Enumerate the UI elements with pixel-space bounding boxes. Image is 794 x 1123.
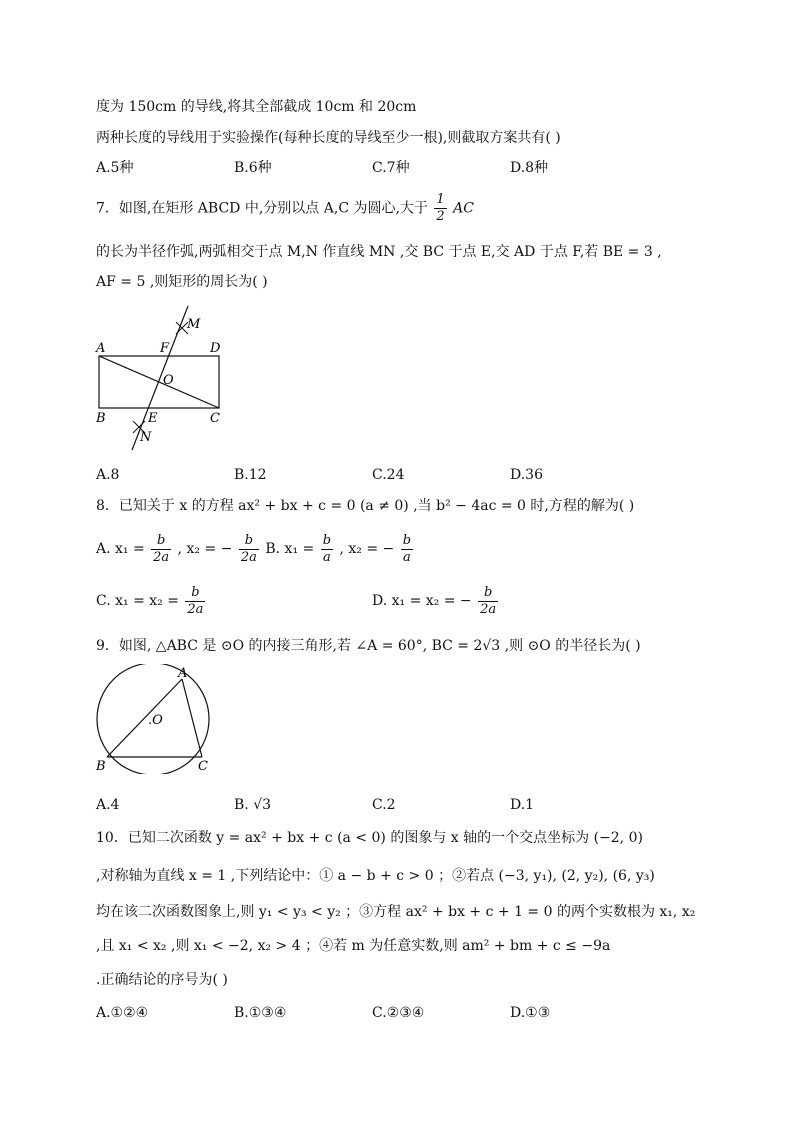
label-o: .O: [148, 713, 163, 728]
fraction-b-over-2a: [478, 585, 498, 618]
numerator-b: b: [402, 532, 412, 548]
q7-stem-line3: AF = 5 ,则矩形的周长为( ): [96, 274, 268, 290]
q8-option-b-mid: , x₂ = −: [339, 541, 395, 557]
fraction-b-over-a: [321, 533, 333, 566]
side-ac: [182, 679, 202, 757]
q9-option-c: C.2: [372, 797, 396, 813]
q10-option-a: A.①②④: [96, 1005, 149, 1021]
label-c: C: [198, 759, 208, 774]
side-ab: [107, 679, 182, 757]
fraction-one-half: [434, 192, 446, 225]
q6-stem-line1: 度为 150cm 的导线,将其全部截成 10cm 和 20cm: [96, 99, 417, 115]
label-o: O: [163, 373, 174, 388]
q10-stem-line1: 10．已知二次函数 y = ax² + bx + c (a < 0) 的图象与 x 轴的一个交点坐标为 (−2, 0): [96, 830, 643, 846]
fraction-b-over-2a: [239, 533, 259, 566]
denominator-a: a: [322, 549, 331, 565]
q8-option-d: [372, 584, 500, 618]
label-m: M: [187, 317, 201, 332]
denominator-2a: 2a: [187, 601, 204, 617]
q7-rectangle-figure: [90, 300, 240, 460]
q7-stem-line1: [96, 192, 474, 225]
label-a: A: [178, 666, 188, 681]
q10-option-c: C.②③④: [372, 1005, 425, 1021]
q10-option-b: B.①③④: [234, 1005, 287, 1021]
q7-option-d: D.36: [510, 467, 543, 483]
q9-stem: 9．如图, △ABC 是 ⊙O 的内接三角形,若 ∠A = 60°, BC = 2√3 ,则 ⊙O 的半径长为( ): [96, 638, 641, 654]
q10-stem-line2: ,对称轴为直线 x = 1 ,下列结论中：① a − b + c > 0 ；②若点 (−3, y₁), (2, y₂), (6, y₃): [96, 868, 655, 884]
q7-stem-part1: 7．如图,在矩形 ABCD 中,分别以点 A,C 为圆心,大于: [96, 200, 428, 217]
label-b: B: [96, 759, 106, 774]
label-d: D: [210, 341, 221, 356]
q9-circle-figure: [90, 664, 220, 774]
q10-option-d: D.①③: [510, 1005, 551, 1021]
q6-option-c: C.7种: [372, 160, 410, 176]
label-e: E: [148, 411, 158, 426]
fraction-b-over-2a: [151, 533, 171, 566]
numerator-b: b: [185, 585, 205, 602]
label-n: N: [140, 430, 152, 445]
fraction-numerator: 1: [436, 192, 445, 207]
label-b: B: [96, 411, 106, 426]
numerator-b: b: [478, 585, 498, 602]
q8-option-c: [96, 584, 207, 618]
q8-option-d-prefix: D. x₁ = x₂ = −: [372, 593, 472, 609]
fraction-b-over-2a: [185, 585, 205, 618]
q6-option-d: D.8种: [510, 160, 549, 176]
q9-option-a: A.4: [96, 797, 120, 813]
q8-options-ab: [96, 532, 415, 566]
denominator-2a: 2a: [480, 601, 497, 617]
fraction-b-over-a: [401, 533, 413, 566]
denominator-2a: 2a: [240, 549, 257, 565]
q10-stem-line3: 均在该二次函数图象上,则 y₁ < y₃ < y₂ ；③方程 ax² + bx + c + 1 = 0 的两个实数根为 x₁, x₂: [96, 904, 696, 920]
q6-stem-line2: 两种长度的导线用于实验操作(每种长度的导线至少一根),则截取方案共有( ): [96, 130, 561, 146]
q8-option-a-mid: , x₂ = −: [177, 541, 233, 557]
q9-option-b: B. √3: [234, 797, 272, 813]
numerator-b: b: [151, 533, 171, 550]
q8-option-c-prefix: C. x₁ = x₂ =: [96, 593, 179, 609]
fraction-denominator: 2: [436, 209, 445, 224]
numerator-b: b: [322, 532, 332, 548]
denominator-2a: 2a: [153, 549, 170, 565]
q6-option-b: B.6种: [234, 160, 272, 176]
q7-option-c: C.24: [372, 467, 405, 483]
denominator-a: a: [403, 549, 411, 565]
q7-stem-part2: AC: [453, 200, 474, 217]
label-c: C: [210, 411, 220, 426]
q7-option-b: B.12: [234, 467, 267, 483]
q7-stem-line2: 的长为半径作弧,两弧相交于点 M,N 作直线 MN ,交 BC 于点 E,交 AD 于点 F,若 BE = 3 ,: [96, 244, 662, 260]
label-f: F: [160, 341, 170, 356]
q10-stem-line4: ,且 x₁ < x₂ ,则 x₁ < −2, x₂ > 4 ；④若 m 为任意实数,则 am² + bm + c ≤ −9a: [96, 938, 611, 954]
q10-stem-line5: .正确结论的序号为( ): [96, 972, 228, 988]
q8-option-b-prefix: B. x₁ =: [265, 541, 315, 557]
q6-option-a: A.5种: [96, 160, 134, 176]
q7-option-a: A.8: [96, 467, 120, 483]
q9-option-d: D.1: [510, 797, 535, 813]
numerator-b: b: [239, 533, 259, 550]
q8-stem: 8．已知关于 x 的方程 ax² + bx + c = 0 (a ≠ 0) ,当 b² − 4ac = 0 时,方程的解为( ): [96, 498, 635, 514]
q8-option-a-prefix: A. x₁ =: [96, 541, 145, 557]
label-a: A: [96, 341, 106, 356]
